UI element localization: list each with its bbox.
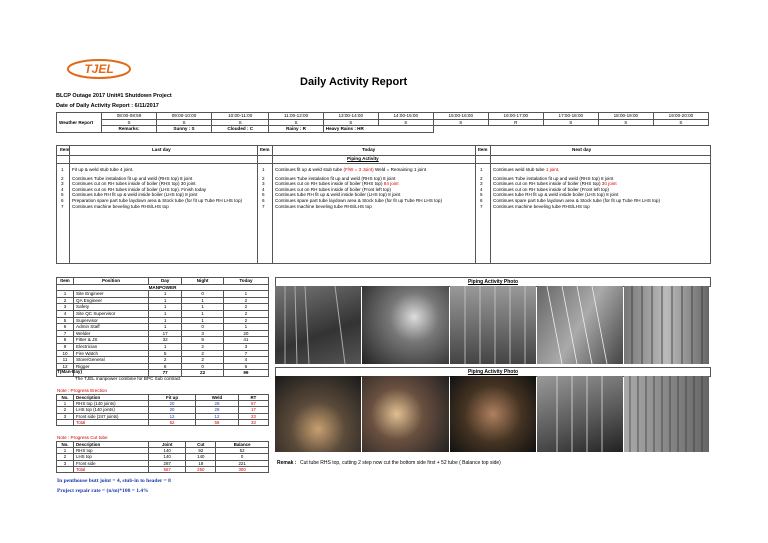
manpower-row <box>57 343 269 350</box>
erection-cell: 1 <box>57 401 74 407</box>
weather-table <box>56 112 709 133</box>
manpower-footer-note: The TJEL manpower combine for BPC Sub contract <box>75 376 181 381</box>
weather-code: S <box>543 119 598 126</box>
erection-cell: 28 <box>196 407 239 413</box>
manpower-row <box>57 324 269 331</box>
col-next-day: Next day <box>572 147 592 152</box>
site-photo <box>275 376 361 452</box>
manpower-cell: 11 <box>57 357 74 364</box>
today-item: Continues cut on RH tubes inside of boiler (Front left top) <box>275 186 391 192</box>
company-logo <box>66 58 132 80</box>
manpower-cell: 1 <box>182 317 224 324</box>
manpower-cell: 6 <box>57 324 74 331</box>
weather-remark: Clouded : C <box>212 126 269 133</box>
site-photo <box>537 376 623 452</box>
manpower-cell: Site Engineer <box>74 291 149 298</box>
site-photo <box>362 376 449 452</box>
today-item-highlight: 84 joint <box>383 181 399 187</box>
manpower-cell: 1 <box>57 291 74 298</box>
weather-code: S <box>598 119 653 126</box>
manpower-row <box>57 350 269 357</box>
manpower-cell: 1 <box>182 304 224 311</box>
next-item: Continues spare part tube laydown area & Stock tube (for fit up Tube RH LHS top) <box>493 197 660 203</box>
cuttube-table <box>56 441 269 473</box>
cuttube-cell: 3 <box>57 460 74 466</box>
cuttube-header: Joint <box>149 442 186 448</box>
manpower-header: Night <box>182 278 224 285</box>
manpower-total-cell: 77 <box>149 370 182 377</box>
footnote-repair-rate: Project repair rate = (n/m)*100 = 1.4% <box>57 488 149 494</box>
manpower-cell: Admin Staff <box>74 324 149 331</box>
erection-total-cell: 33 <box>238 419 268 425</box>
erection-total-cell: 52 <box>149 419 196 425</box>
today-item: Continues Tube instalation fit up and weld (RHS top) 8 joint <box>275 175 396 181</box>
erection-header: Fit up <box>149 395 196 401</box>
manpower-header: Item <box>57 278 74 285</box>
manpower-cell: 5 <box>57 317 74 324</box>
col-item: Item <box>260 147 270 152</box>
next-item: Continues Tube instalation fit up and weld (RHS top) 8 joint <box>493 175 614 181</box>
erection-cell: 20 <box>149 407 196 413</box>
cuttube-header: Balance <box>216 442 269 448</box>
col-today: Today <box>362 147 376 152</box>
last-item: Continues tube RH fit up & weld inside boiler (LHS top) 8 joint <box>72 192 198 198</box>
manpower-cell: 1 <box>182 297 224 304</box>
manpower-cell: 1 <box>149 317 182 324</box>
col-item: Item <box>60 147 70 152</box>
erection-cell: 3 <box>57 413 74 419</box>
manpower-cell: 2 <box>182 343 224 350</box>
weather-time: 09:00-10:00 <box>157 113 212 120</box>
manpower-total-cell: 22 <box>182 370 224 377</box>
site-photo <box>624 376 709 452</box>
manpower-cell: 0 <box>182 363 224 370</box>
remark-label: Remak : <box>277 460 297 466</box>
erection-cell: LHS top (140 joints) <box>74 407 149 413</box>
manpower-cell: Safety <box>74 304 149 311</box>
erection-cell: 57 <box>238 401 268 407</box>
weather-time: 14:00-15:00 <box>378 113 433 120</box>
cuttube-cell: 140 <box>149 454 186 460</box>
erection-cell: 23 <box>238 413 268 419</box>
site-photo <box>537 286 623 364</box>
erection-cell: RHS top (140 joints) <box>74 401 149 407</box>
erection-header: RT <box>238 395 268 401</box>
cuttube-note: Note : Progress Cut tube <box>57 435 108 440</box>
manpower-cell: 0 <box>182 324 224 331</box>
next-item-highlight: 30 joint <box>601 181 617 187</box>
photo-section-title: Piping Activity Photo <box>275 367 711 377</box>
erection-cell: 2 <box>57 407 74 413</box>
manpower-footer-label: T(Man-Day) <box>57 369 83 374</box>
weather-time: 11:00-12:00 <box>269 113 323 120</box>
weather-code: S <box>269 119 323 126</box>
manpower-cell: 32 <box>149 337 182 344</box>
weather-code: S <box>212 119 269 126</box>
cuttube-cell: 287 <box>149 460 186 466</box>
cuttube-cell: LHS top <box>74 454 149 460</box>
cuttube-cell: 2 <box>57 454 74 460</box>
weather-time: 18:00-19:00 <box>598 113 653 120</box>
last-item: Continues Tube instalation fit up and weld (RHS top) 8 joint <box>72 175 193 181</box>
weather-time: 08:00-08:59 <box>102 113 157 120</box>
manpower-cell: Rigger <box>74 363 149 370</box>
manpower-cell: Fitter & JS <box>74 337 149 344</box>
manpower-cell: 1 <box>149 310 182 317</box>
manpower-row <box>57 330 269 337</box>
cuttube-cell: 140 <box>186 454 216 460</box>
manpower-cell: 2 <box>223 310 268 317</box>
last-item: Continues cut on RH tubes inside of boiler (LHS top). Finish today <box>72 186 207 192</box>
weather-code: R <box>488 119 543 126</box>
report-date: Date of Daily Activity Report : 6/11/2017 <box>56 103 159 109</box>
manpower-row <box>57 291 269 298</box>
manpower-header: Position <box>74 278 149 285</box>
cuttube-cell: 221 <box>216 460 269 466</box>
manpower-cell: 2 <box>57 297 74 304</box>
manpower-cell: 1 <box>149 297 182 304</box>
weather-code: S <box>323 119 378 126</box>
cuttube-header: Cut <box>186 442 216 448</box>
photo-section-title: Piping Activity Photo <box>275 277 711 287</box>
manpower-cell: 1 <box>223 324 268 331</box>
weather-time: 10:00-11:00 <box>212 113 269 120</box>
next-item: Continues weld stub tube <box>493 167 546 172</box>
last-item: Continues cut on RH tubes inside of boiler (RHS top) 30 joint <box>72 181 196 187</box>
manpower-cell: 10 <box>57 350 74 357</box>
manpower-cell: 2 <box>223 297 268 304</box>
manpower-cell: Supervisor <box>74 317 149 324</box>
manpower-cell: 3 <box>57 304 74 311</box>
weather-time: 17:00-18:00 <box>543 113 598 120</box>
site-photo <box>450 376 536 452</box>
manpower-cell: 2 <box>182 350 224 357</box>
erection-cell: Front side (247 joints) <box>74 413 149 419</box>
erection-header: Description <box>74 395 149 401</box>
manpower-cell: Store/General <box>74 357 149 364</box>
manpower-cell: 1 <box>149 291 182 298</box>
manpower-cell: 0 <box>182 291 224 298</box>
erection-table <box>56 394 269 426</box>
cuttube-cell: 52 <box>216 448 269 454</box>
last-item: Continues machine beveling tube RHS/LHS top <box>72 203 169 209</box>
cuttube-total-label: Total <box>74 466 149 472</box>
manpower-row <box>57 363 269 370</box>
logo-text: TJEL <box>84 62 114 76</box>
site-photo <box>624 286 709 364</box>
cuttube-cell: 18 <box>186 460 216 466</box>
section-piping-activity: Piping Activity <box>347 156 379 161</box>
manpower-row <box>57 317 269 324</box>
today-item-highlight: (F/W = 3 Joint) <box>343 167 374 172</box>
activity-table: Item Last day Item Today Item Next day Piping Activity 1 2 3 4 5 6 7 Fit up & weld stub tube 4 joint. Continues Tube instalation fit up and weld (RHS top) 8 joint Continues cut on RH tubes inside of boiler (RHS top) 30 joint Continues cut on RH tubes inside of boiler (LHS top). Finish today Continues tube RH fit up & weld inside boiler (LHS top) 8 joint Preparation spare part tube laydown area & Stock tube (for fit up Tube RH LHS top) Continues machine beveling tube RHS/LHS top 1 2 3 4 5 6 7 Continues fit up & weld stub tube (F/W = 3 Joint) Weld = Remaining 1 joint Continues Tube instalation fit up and weld (RHS top) 8 joint Continues cut on RH tubes inside of boiler (RHS top) 84 joint Continues cut on RH tubes inside of boiler (Front left top) Continues tube RH fit up & weld inside boiler (LHS top) 8 joint Continues spare part tube laydown area & Stock tube (for fit up Tube RH LHS top) Continues machine beveling tube RHS/LHS top 1 2 3 4 5 6 7 Continues weld stub tube 1 joint. Continues Tube instalation fit up and weld (RHS top) 8 joint Continues cut on RH tubes inside of boiler (RHS top) 30 joint Continues cut on RH tubes inside of boiler (Front left top) Continues tube RH fit up & weld inside boiler (LHS top) 8 joint Continues spare part tube laydown area & Stock tube (for fit up Tube RH LHS top) Continues machine beveling tube RHS/LHS top <box>56 145 711 264</box>
manpower-row <box>57 337 269 344</box>
manpower-row <box>57 297 269 304</box>
cuttube-total-cell: 250 <box>186 466 216 472</box>
erection-cell: 17 <box>238 407 268 413</box>
today-item: Weld = Remaining 1 joint <box>373 167 427 172</box>
manpower-cell: 2 <box>149 357 182 364</box>
manpower-cell: Welder <box>74 330 149 337</box>
manpower-cell: 9 <box>57 343 74 350</box>
manpower-section: MANPOWER <box>57 284 269 291</box>
weather-label: Weather Report <box>57 113 102 133</box>
weather-time: 19:00-20:00 <box>653 113 708 120</box>
cuttube-total-cell: 300 <box>216 466 269 472</box>
cuttube-cell: RHS top <box>74 448 149 454</box>
site-photo <box>362 286 449 364</box>
col-item: Item <box>478 147 488 152</box>
page-title: Daily Activity Report <box>300 76 408 88</box>
manpower-cell: 9 <box>182 337 224 344</box>
col-last-day: Last day <box>152 147 171 152</box>
footnote-joints: In penthouse butt joint = 4, stub-in to header = 8 <box>57 478 171 484</box>
manpower-cell: 6 <box>149 363 182 370</box>
manpower-cell: 1 <box>149 324 182 331</box>
weather-time: 13:00-14:00 <box>323 113 378 120</box>
weather-time: 15:00-16:00 <box>433 113 488 120</box>
manpower-cell: 12 <box>57 363 74 370</box>
project-name: BLCP Outage 2017 Unit#1 Shutdown Project <box>56 93 172 99</box>
today-item: Continues cut on RH tubes inside of boiler (RHS top) <box>275 181 384 187</box>
manpower-cell: QA Engineer <box>74 297 149 304</box>
today-item: Continues tube RH fit up & weld inside boiler (LHS top) 8 joint <box>275 192 401 198</box>
manpower-cell: 2 <box>223 304 268 311</box>
manpower-header: Day <box>149 278 182 285</box>
today-item: Continues machine beveling tube RHS/LHS top <box>275 203 372 209</box>
manpower-cell: 1 <box>182 310 224 317</box>
weather-remark: Sunny : S <box>157 126 212 133</box>
erection-cell: 28 <box>196 401 239 407</box>
site-photo <box>275 286 361 364</box>
next-item-highlight: 1 joint. <box>545 167 560 172</box>
next-item: Continues machine beveling tube RHS/LHS top <box>493 203 590 209</box>
cuttube-header: No. <box>57 442 74 448</box>
cuttube-cell: 92 <box>186 448 216 454</box>
manpower-row <box>57 357 269 364</box>
cuttube-cell: 140 <box>149 448 186 454</box>
weather-remark: Rainy : R <box>269 126 323 133</box>
manpower-cell: 20 <box>223 330 268 337</box>
manpower-cell: Electrician <box>74 343 149 350</box>
next-item: Continues cut on RH tubes inside of boiler (RHS top) <box>493 181 602 187</box>
manpower-cell: 4 <box>57 310 74 317</box>
erection-total-label: Total <box>74 419 149 425</box>
manpower-cell: 3 <box>182 330 224 337</box>
erection-cell: 12 <box>196 413 239 419</box>
manpower-cell: 6 <box>223 363 268 370</box>
manpower-cell: 1 <box>149 304 182 311</box>
next-item: Continues tube RH fit up & weld inside boiler (LHS top) 8 joint <box>493 192 619 198</box>
site-photo <box>450 286 536 364</box>
manpower-cell: Site QC Supervisor <box>74 310 149 317</box>
erection-header: No. <box>57 395 74 401</box>
manpower-cell: 41 <box>223 337 268 344</box>
manpower-header: Today <box>223 278 268 285</box>
weather-code: S <box>378 119 433 126</box>
last-item: Preparation spare part tube laydown area & Stock tube (for fit up Tube RH LHS top) <box>72 197 243 203</box>
manpower-cell: 1 <box>223 291 268 298</box>
manpower-cell: 5 <box>149 350 182 357</box>
weather-remark: Heavy Rains : HR <box>323 126 433 133</box>
weather-remarks-label: Remarks: <box>102 126 157 133</box>
manpower-row <box>57 310 269 317</box>
manpower-cell: 7 <box>57 330 74 337</box>
manpower-cell: 2 <box>223 317 268 324</box>
manpower-cell: 8 <box>57 337 74 344</box>
cuttube-cell: Front side <box>74 460 149 466</box>
erection-note: Note : Progress Erection <box>57 388 108 393</box>
manpower-cell: 4 <box>223 357 268 364</box>
next-item: Continues cut on RH tubes inside of boiler (Front left top) <box>493 186 609 192</box>
remark-text: Cut tube RHS top, cutting 2 step now cut the bottom side first + 52 tube ( Balance top side) <box>300 460 501 466</box>
weather-code: S <box>433 119 488 126</box>
cuttube-cell: 1 <box>57 448 74 454</box>
manpower-table <box>56 277 269 377</box>
erection-cell: 12 <box>149 413 196 419</box>
manpower-cell: Fire Watch <box>74 350 149 357</box>
weather-code: S <box>157 119 212 126</box>
manpower-cell: 2 <box>182 357 224 364</box>
last-item: Fit up & weld stub tube 4 joint. <box>72 167 134 172</box>
weather-code: S <box>653 119 708 126</box>
today-item: Continues spare part tube laydown area & Stock tube (for fit up Tube RH LHS top) <box>275 197 442 203</box>
manpower-total-cell: 99 <box>223 370 268 377</box>
weather-code: S <box>102 119 157 126</box>
cuttube-total-cell: 567 <box>149 466 186 472</box>
erection-header: Weld <box>196 395 239 401</box>
manpower-row <box>57 304 269 311</box>
erection-total-cell: 68 <box>196 419 239 425</box>
manpower-cell: 1 <box>149 343 182 350</box>
cuttube-cell: 0 <box>216 454 269 460</box>
weather-time: 16:00-17:00 <box>488 113 543 120</box>
manpower-cell: 17 <box>149 330 182 337</box>
today-item: Continues fit up & weld stub tube <box>275 167 344 172</box>
manpower-cell: 3 <box>223 343 268 350</box>
cuttube-header: Description <box>74 442 149 448</box>
manpower-cell: 7 <box>223 350 268 357</box>
erection-cell: 20 <box>149 401 196 407</box>
